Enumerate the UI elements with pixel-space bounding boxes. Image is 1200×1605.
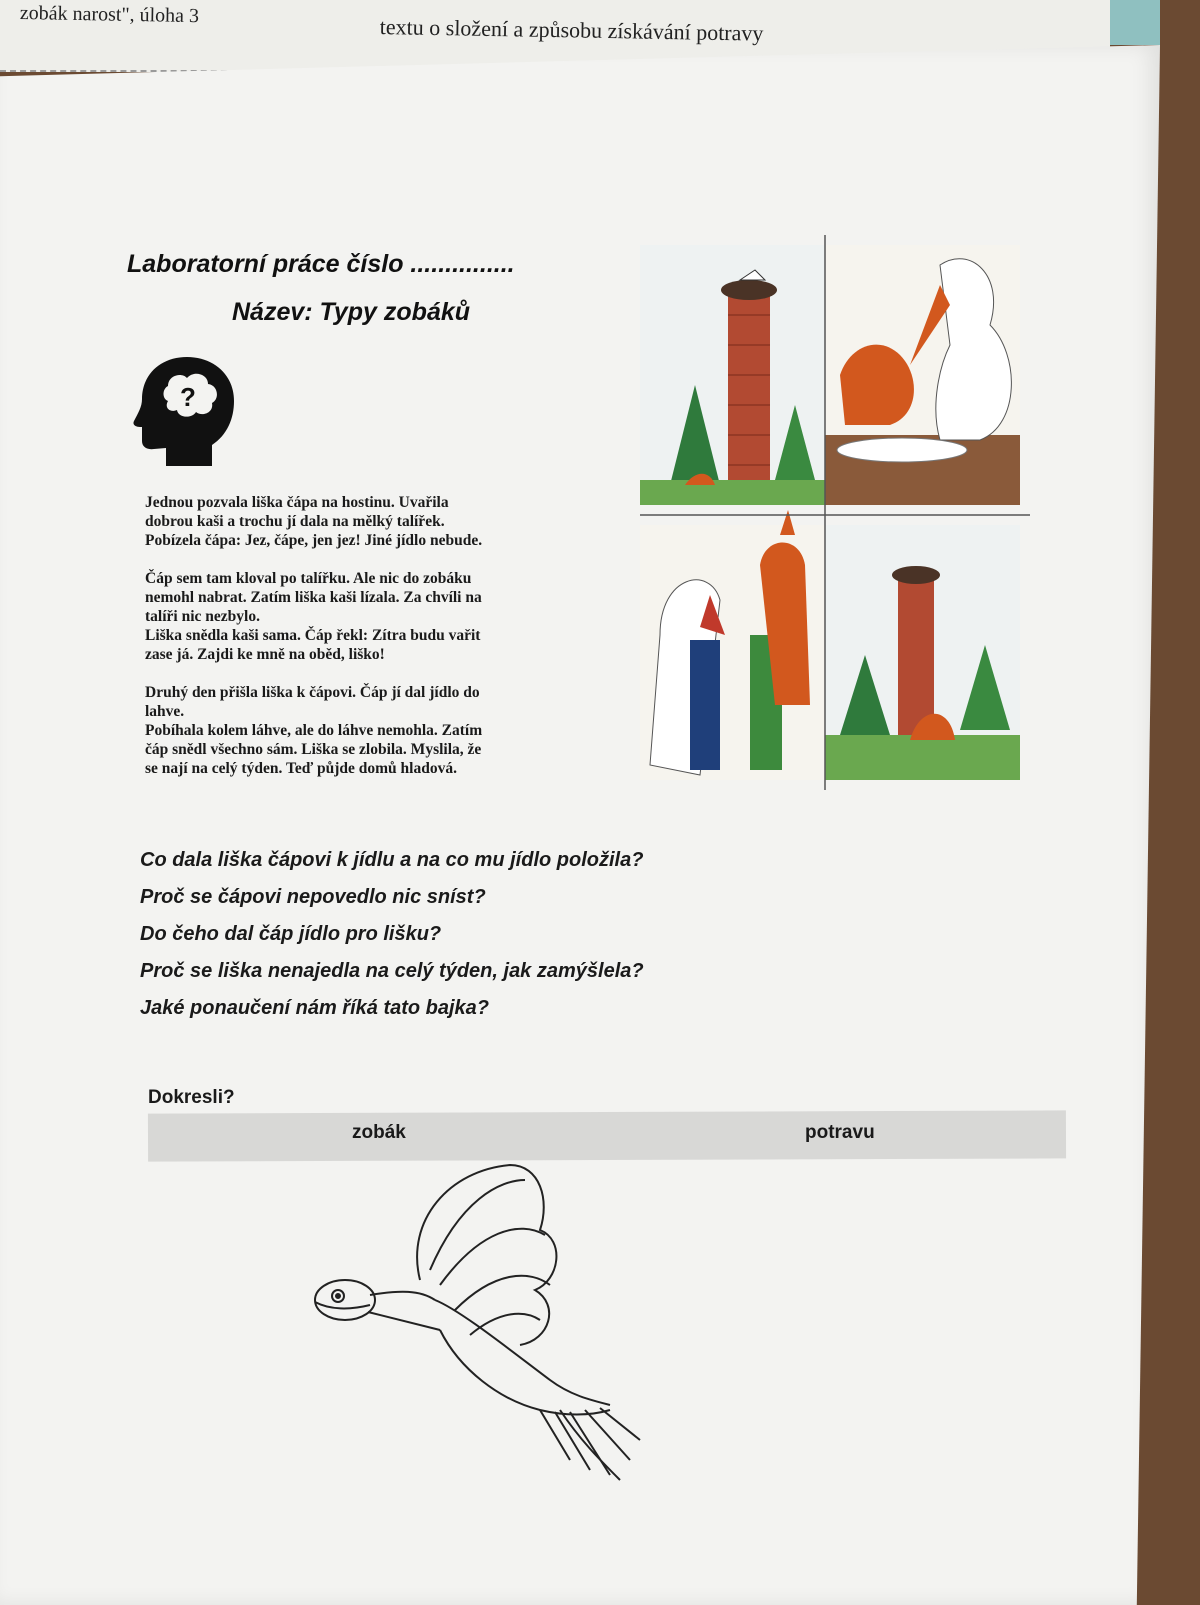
task-food-label: potravu [805,1122,875,1143]
question-item: Proč se liška nenajedla na celý týden, jak zamýšlela? [140,960,644,982]
fox-and-stork-illustration [640,235,1030,790]
lab-title: Laboratorní práce číslo ............... [127,250,515,278]
question-item: Co dala liška čápovi k jídlu a na co mu jídlo položila? [140,849,644,871]
plate-panel [825,245,1020,505]
back-sheet-text-1: zobák narost", úloha 3 [19,2,200,28]
fable-text [145,493,565,797]
drawing-task-label: Dokresli? [148,1087,235,1108]
teal-paper-edge [1110,0,1160,45]
question-list [140,842,940,1027]
drawing-task-band [148,1110,1066,1161]
stork-outline-drawing [310,1160,660,1505]
head-question-icon [132,353,237,468]
fable-paragraph: Druhý den přišla liška k čápovi. Čáp jí dal jídlo do lahve. Pobíhala kolem láhve, ale do láhve nemohla. Zatím čáp snědl všechno sám. Liška se zlobila. Myslila, že se nají na celý týden. Teď půjde domů hladová. [145,684,483,777]
task-beak-label: zobák [352,1122,406,1143]
fable-paragraph: Čáp sem tam kloval po talířku. Ale nic do zobáku nemohl nabrat. Zatím liška kaši lízala. Za chvíli na talíři nic nezbylo. Liška snědla kaši sama. Čáp řekl: Zítra budu vařit zase já. Zajdi ke mně na oběd, liško! [145,570,482,663]
back-sheet-text-2: textu o složení a způsobu získávání potravy [379,14,764,46]
question-item: Do čeho dal čáp jídlo pro lišku? [140,923,442,945]
fable-paragraph: Jednou pozvala liška čápa na hostinu. Uvařila dobrou kaši a trochu jí dala na mělký talířek. Pobízela čápa: Jez, čápe, jen jez! Jiné jídlo nebude. [145,494,483,549]
question-item: Jaké ponaučení nám říká tato bajka? [140,997,490,1019]
tower-panel-bottom [825,525,1020,780]
tower-panel-top [640,245,825,505]
svg-text:?: ? [180,382,196,412]
question-item: Proč se čápovi nepovedlo nic sníst? [140,886,486,908]
bottle-panel [640,510,825,780]
worksheet-title: Název: Typy zobáků [232,298,471,326]
